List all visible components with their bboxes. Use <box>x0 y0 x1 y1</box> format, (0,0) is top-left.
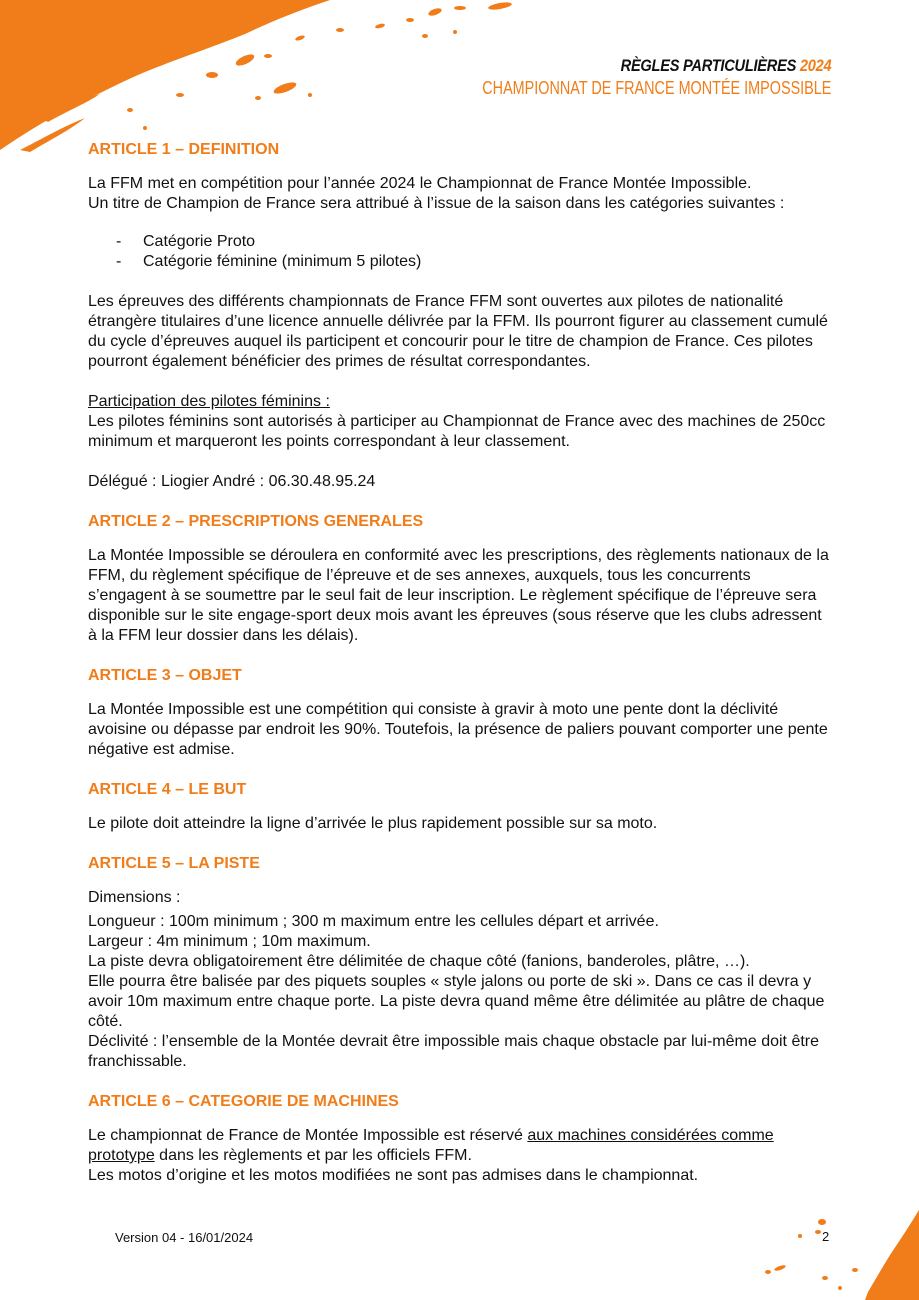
article-6 <box>88 1092 833 1186</box>
document-body <box>88 140 833 1206</box>
article-1-title: ARTICLE 1 – DEFINITION <box>88 141 280 158</box>
article-1-delegate: Délégué : Liogier André : 06.30.48.95.24 <box>88 473 376 490</box>
article-1-intro-line-1: La FFM met en compétition pour l’année 2024 le Championnat de France Montée Impossible. <box>88 175 752 192</box>
track-delimitation: La piste devra obligatoirement être délimitée de chaque côté (fanions, banderoles, plâtre, …). <box>88 953 750 970</box>
article-5-details <box>88 912 833 1072</box>
article-6-prototype-emphasis: aux machines considérées comme prototype <box>88 1127 774 1164</box>
article-3 <box>88 666 833 760</box>
article-4-title: ARTICLE 4 – LE BUT <box>88 781 247 798</box>
article-6-text <box>88 1126 833 1186</box>
list-item: - Catégorie féminine (minimum 5 pilotes) <box>88 252 833 272</box>
article-1-intro <box>88 174 833 214</box>
header-title-main: RÈGLES PARTICULIÈRES <box>620 56 796 75</box>
header-title-year: 2024 <box>799 56 831 75</box>
article-5 <box>88 854 833 1072</box>
track-length: Longueur : 100m minimum ; 300 m maximum entre les cellules départ et arrivée. <box>88 913 659 930</box>
article-3-title: ARTICLE 3 – OBJET <box>88 667 242 684</box>
women-participation-text: Les pilotes féminins sont autorisés à participer au Championnat de France avec des machines de 250cc minimum et marqueront les points correspondant à leur classement. <box>88 413 826 450</box>
list-item: - Catégorie Proto <box>88 232 833 252</box>
article-6-text-start: Le championnat de France de Montée Impossible est réservé <box>88 1127 528 1144</box>
track-width: Largeur : 4m minimum ; 10m maximum. <box>88 933 371 950</box>
article-3-text: La Montée Impossible est une compétition qui consiste à gravir à moto une pente dont la déclivité avoisine ou dépasse par endroit les 90%. Toutefois, la présence de paliers pouvant comporter une pente négative est admise. <box>88 701 828 758</box>
page-number: 2 <box>822 1229 830 1244</box>
women-participation-heading: Participation des pilotes féminins : <box>88 393 330 410</box>
article-6-title: ARTICLE 6 – CATEGORIE DE MACHINES <box>88 1093 399 1110</box>
article-4 <box>88 780 833 834</box>
article-1 <box>88 140 833 492</box>
header-title <box>456 56 831 76</box>
article-1-intro-line-2: Un titre de Champion de France sera attribué à l’issue de la saison dans les catégories suivantes : <box>88 195 785 212</box>
article-1-women-participation <box>88 392 833 452</box>
article-2-title: ARTICLE 2 – PRESCRIPTIONS GENERALES <box>88 513 424 530</box>
track-slope: Déclivité : l’ensemble de la Montée devrait être impossible mais chaque obstacle par lui-même doit être franchissable. <box>88 1033 820 1070</box>
categories-list <box>88 232 833 272</box>
article-2 <box>88 512 833 646</box>
footer-version: Version 04 - 16/01/2024 <box>115 1230 254 1245</box>
article-6-exclusion: Les motos d’origine et les motos modifiées ne sont pas admises dans le championnat. <box>88 1167 699 1184</box>
article-5-title: ARTICLE 5 – LA PISTE <box>88 855 260 872</box>
article-1-foreign-riders: Les épreuves des différents championnats de France FFM sont ouvertes aux pilotes de nationalité étrangère titulaires d’une licence annuelle délivrée par la FFM. Ils pourront figurer au classement cumulé du cycle d’épreuves auquel ils participent et concourir pour le titre de champion de France. Ces pilotes pourront également bénéficier des primes de résultat correspondantes. <box>88 293 828 370</box>
document-header <box>395 56 831 99</box>
track-marking: Elle pourra être balisée par des piquets souples « style jalons ou porte de ski ». Dans ce cas il devra y avoir 10m maximum entre chaque porte. La piste devra quand même être délimitée au plâtre de chaque côté. <box>88 973 825 1030</box>
article-2-text: La Montée Impossible se déroulera en conformité avec les prescriptions, des règlements nationaux de la FFM, du règlement spécifique de l’épreuve et de ses annexes, auxquels, tous les concurrents s’engagent à se soumettre par le seul fait de leur inscription. Le règlement spécifique de l’épreuve sera disponible sur le site engage-sport deux mois avant les épreuves (sous réserve que les clubs adressent à la FFM leur dossier dans les délais). <box>88 547 829 644</box>
orange-splash-bottom-right <box>750 1200 919 1300</box>
article-4-text: Le pilote doit atteindre la ligne d’arrivée le plus rapidement possible sur sa moto. <box>88 815 658 832</box>
header-subtitle: CHAMPIONNAT DE FRANCE MONTÉE IMPOSSIBLE <box>481 78 831 98</box>
article-6-text-end: dans les règlements et par les officiels FFM. <box>154 1147 472 1164</box>
article-5-dimensions-label: Dimensions : <box>88 889 181 906</box>
